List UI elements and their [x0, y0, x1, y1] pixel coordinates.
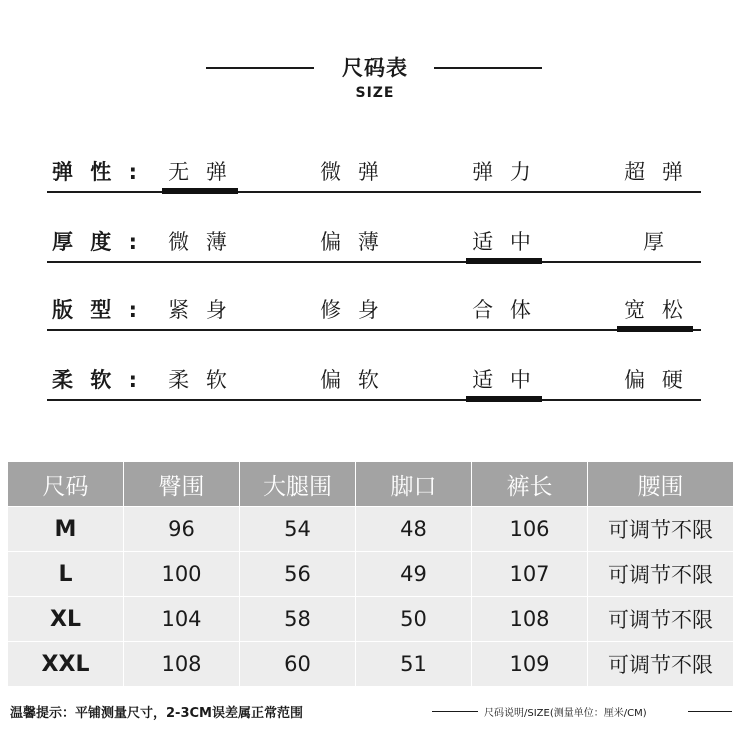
attr-label-softness: 柔 软 :	[52, 368, 143, 392]
header-length: 裤长	[472, 462, 588, 507]
attr-row-divider	[47, 399, 701, 401]
header-size: 尺码	[8, 462, 124, 507]
header-thigh: 大腿围	[240, 462, 356, 507]
attr-label-fit: 版 型 :	[52, 298, 143, 322]
header-hip: 臀围	[124, 462, 240, 507]
size-table	[7, 461, 734, 687]
table-cell: 107	[472, 552, 588, 597]
table-row	[8, 642, 734, 687]
table-cell: XXL	[8, 642, 124, 687]
table-cell: XL	[8, 597, 124, 642]
footer-line-left	[432, 711, 478, 712]
table-row	[8, 597, 734, 642]
table-cell: L	[8, 552, 124, 597]
table-cell: 48	[356, 507, 472, 552]
attr-option: 宽 松	[624, 298, 688, 322]
table-cell: 可调节不限	[588, 642, 734, 687]
attr-option: 适 中	[472, 230, 536, 254]
attr-option: 微 弹	[320, 160, 384, 184]
page-subtitle: SIZE	[355, 85, 395, 101]
table-cell: 104	[124, 597, 240, 642]
title-line-right	[434, 67, 542, 69]
attr-option: 柔 软	[168, 368, 232, 392]
table-cell: 56	[240, 552, 356, 597]
attr-option: 厚	[643, 230, 669, 254]
table-cell: 100	[124, 552, 240, 597]
table-cell: 108	[472, 597, 588, 642]
table-cell: 109	[472, 642, 588, 687]
attr-option: 偏 硬	[624, 368, 688, 392]
selected-marker-thickness	[466, 258, 542, 264]
attr-option: 修 身	[320, 298, 384, 322]
attr-option: 微 薄	[168, 230, 232, 254]
selected-marker-fit	[617, 326, 693, 332]
attr-option: 弹 力	[472, 160, 536, 184]
attr-row-divider	[47, 191, 701, 193]
footer-note: 尺码说明/SIZE(测量单位：厘米/CM)	[484, 708, 647, 719]
table-cell: 96	[124, 507, 240, 552]
footer-tip: 温馨提示：平铺测量尺寸，2-3CM误差属正常范围	[10, 706, 303, 721]
selected-marker-elasticity	[162, 188, 238, 194]
attr-option: 无 弹	[168, 160, 232, 184]
table-cell: 49	[356, 552, 472, 597]
attr-label-elasticity: 弹 性 :	[52, 160, 143, 184]
table-cell: M	[8, 507, 124, 552]
table-row	[8, 507, 734, 552]
table-cell: 51	[356, 642, 472, 687]
attr-option: 超 弹	[624, 160, 688, 184]
table-cell: 60	[240, 642, 356, 687]
table-cell: 可调节不限	[588, 507, 734, 552]
table-cell: 可调节不限	[588, 597, 734, 642]
table-cell: 106	[472, 507, 588, 552]
attr-label-thickness: 厚 度 :	[52, 230, 143, 254]
table-header-row	[8, 462, 734, 507]
attr-row-divider	[47, 261, 701, 263]
attr-row-divider	[47, 329, 701, 331]
table-cell: 可调节不限	[588, 552, 734, 597]
page-title: 尺码表	[342, 56, 408, 80]
table-cell: 108	[124, 642, 240, 687]
attr-option: 偏 软	[320, 368, 384, 392]
table-cell: 54	[240, 507, 356, 552]
table-cell: 58	[240, 597, 356, 642]
attr-option: 合 体	[472, 298, 536, 322]
attr-option: 紧 身	[168, 298, 232, 322]
header-leg-opening: 脚口	[356, 462, 472, 507]
selected-marker-softness	[466, 396, 542, 402]
table-cell: 50	[356, 597, 472, 642]
attr-option: 适 中	[472, 368, 536, 392]
footer-line-right	[688, 711, 732, 712]
header-waist: 腰围	[588, 462, 734, 507]
table-row	[8, 552, 734, 597]
attr-option: 偏 薄	[320, 230, 384, 254]
